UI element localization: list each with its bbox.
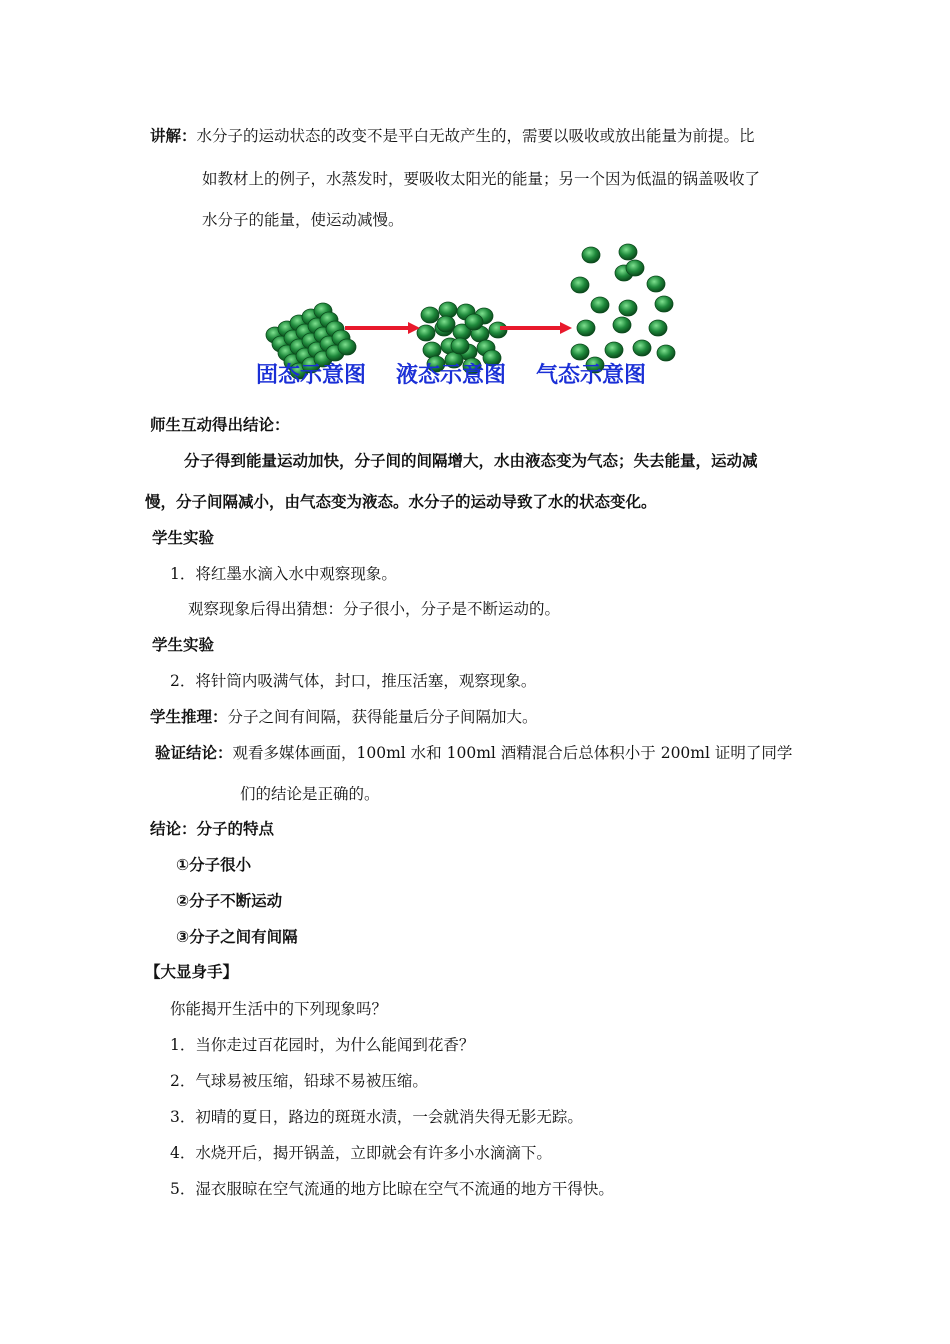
gas-molecule [619, 244, 637, 260]
showcase-item: 1．当你走过百花园时，为什么能闻到花香？ [170, 1036, 475, 1054]
gas-molecule [605, 342, 623, 358]
gas-molecule [591, 297, 609, 313]
showcase-intro: 你能揭开生活中的下列现象吗？ [170, 1000, 388, 1018]
lecture-text-1: 水分子的运动状态的改变不是平白无故产生的，需要以吸收或放出能量为前提。比 [196, 127, 755, 145]
liquid-to-gas-arrowhead [560, 322, 572, 334]
experiment-1-guess: 观察现象后得出猜想：分子很小，分子是不断运动的。 [188, 600, 561, 618]
gas-molecule [619, 300, 637, 316]
conclusion-heading: 结论：分子的特点 [150, 820, 275, 838]
lecture-line-3: 水分子的能量，使运动减慢。 [202, 211, 404, 229]
experiment-1-step: 1．将红墨水滴入水中观察现象。 [170, 565, 397, 583]
interaction-line-2: 慢，分子间隔减小，由气态变为液态。水分子的运动导致了水的状态变化。 [145, 493, 657, 511]
showcase-item: 5．湿衣服晾在空气流通的地方比晾在空气不流通的地方干得快。 [170, 1180, 614, 1198]
gas-caption: 气态示意图 [536, 363, 647, 388]
liquid-molecule [423, 342, 441, 358]
liquid-molecule [437, 316, 455, 332]
gas-molecule [613, 317, 631, 333]
liquid-molecule [465, 314, 483, 330]
conclusion-item: ①分子很小 [176, 856, 252, 874]
verification-line-2: 们的结论是正确的。 [240, 785, 380, 803]
gas-molecule [649, 320, 667, 336]
gas-molecule [633, 340, 651, 356]
gas-molecule [626, 260, 644, 276]
gas-molecule [577, 320, 595, 336]
showcase-item: 4．水烧开后，揭开锅盖，立即就会有许多小水滴滴下。 [170, 1144, 552, 1162]
conclusion-item: ③分子之间有间隔 [176, 928, 298, 946]
interaction-heading: 师生互动得出结论： [150, 416, 290, 434]
reasoning-text: 分子之间有间隔，获得能量后分子间隔加大。 [227, 708, 538, 726]
gas-molecule [571, 277, 589, 293]
showcase-heading: 【大显身手】 [145, 963, 239, 981]
gas-molecule [657, 345, 675, 361]
lecture-line-1 [150, 129, 755, 145]
reasoning-line [150, 710, 538, 726]
gas-molecule [582, 247, 600, 263]
liquid-molecule [417, 325, 435, 341]
gas-molecule [655, 296, 673, 312]
lecture-label: 讲解： [150, 127, 197, 145]
showcase-item: 2．气球易被压缩，铅球不易被压缩。 [170, 1072, 428, 1090]
interaction-line-1: 分子得到能量运动加快，分子间的间隔增大，水由液态变为气态；失去能量，运动减 [184, 452, 758, 470]
gas-molecule [647, 276, 665, 292]
experiment-2-heading: 学生实验 [152, 636, 215, 654]
verification-text-1: 观看多媒体画面，100ml 水和 100ml 酒精混合后总体积小于 200ml 证明了同学 [232, 744, 793, 762]
reasoning-label: 学生推理： [150, 708, 228, 726]
liquid-molecule [439, 302, 457, 318]
lecture-line-2: 如教材上的例子，水蒸发时，要吸收太阳光的能量；另一个因为低温的锅盖吸收了 [202, 170, 761, 188]
conclusion-item: ②分子不断运动 [176, 892, 283, 910]
showcase-item: 3．初晴的夏日，路边的斑斑水渍，一会就消失得无影无踪。 [170, 1108, 583, 1126]
liquid-molecule [451, 338, 469, 354]
experiment-2-step: 2．将针筒内吸满气体，封口，推压活塞，观察现象。 [170, 672, 537, 690]
states-of-matter-diagram [250, 240, 690, 390]
gas-molecules [571, 244, 675, 373]
gas-molecule [571, 344, 589, 360]
liquid-molecule [421, 307, 439, 323]
verification-label: 验证结论： [155, 744, 233, 762]
verification-line-1 [155, 746, 792, 762]
solid-caption: 固态示意图 [256, 363, 367, 388]
experiment-1-heading: 学生实验 [152, 529, 215, 547]
liquid-caption: 液态示意图 [396, 363, 507, 388]
solid-molecule [338, 339, 356, 355]
